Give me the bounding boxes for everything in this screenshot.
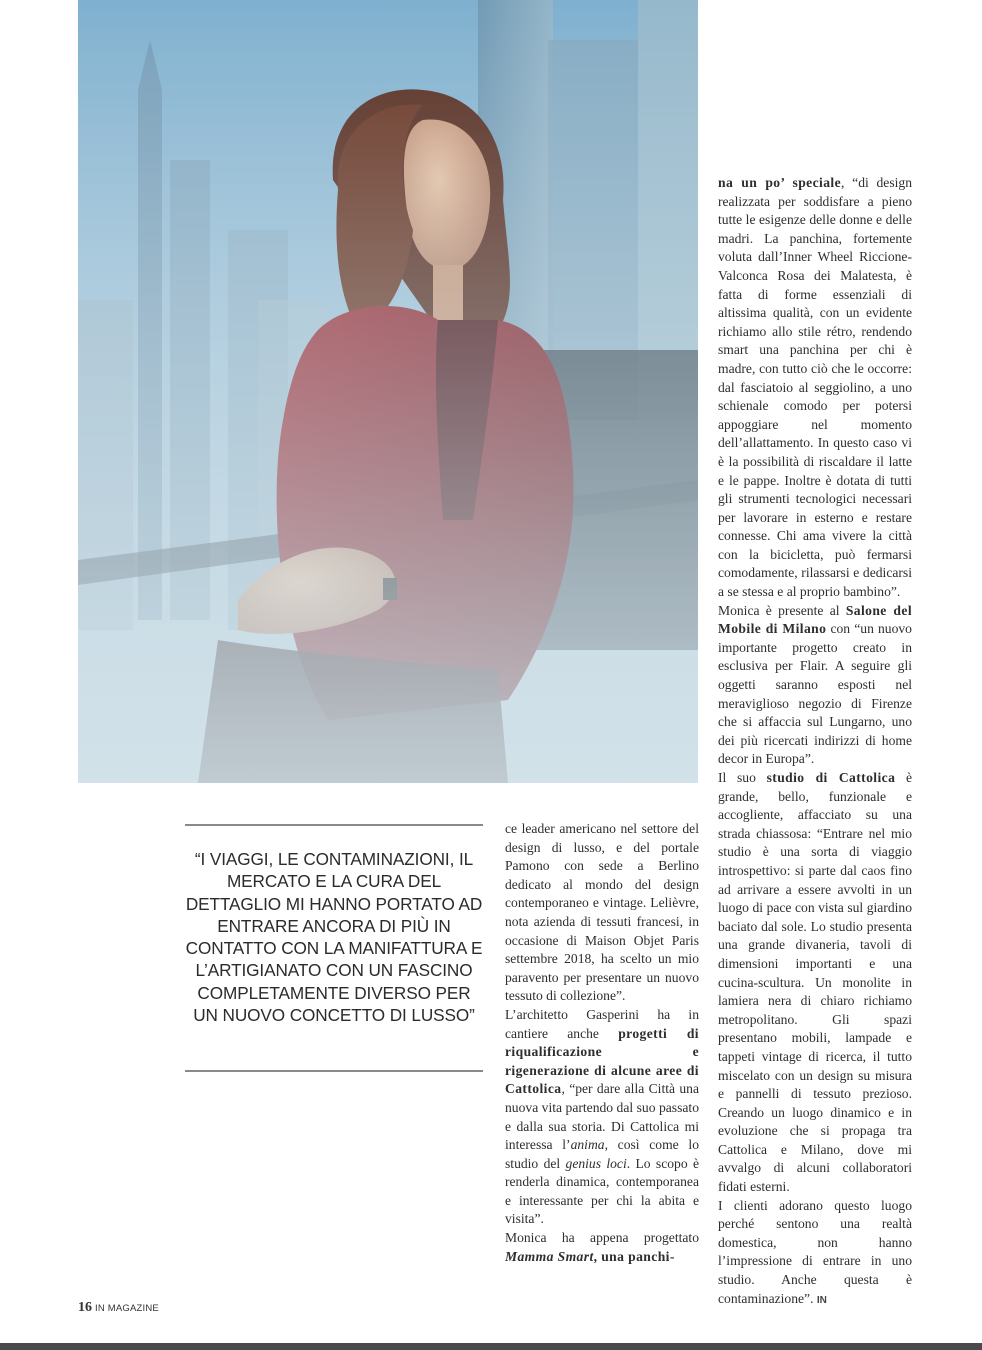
pull-quote: “I VIAGGI, LE CONTAMINAZIONI, IL MERCATO E LA CURA DEL DETTAGLIO MI HANNO PORTATO AD ENTRARE ANCORA DI PIÙ IN CONTATTO CON LA MANIFATTURA E L’ARTIGIANATO CON UN FASCINO COMPLETAMENTE DIVERSO PER UN NUOVO CONCETTO DI LUSSO”: [185, 849, 483, 1026]
paragraph-text: , “di design realizzata per soddisfare a pieno tutte le esigenze delle donne e delle madri. La panchina, fortemente voluta dall’Inner Wheel Riccione-Valconca Rosa dei Malatesta, è fatta di forme essenziali di altissima qualità, con un evidente richiamo allo stile rétro, rendendo smart una panchina per chi è madre, con tutto ciò che le occorre: dal fasciatoio al seggiolino, a uno schienale comodo per potersi appoggiare nel momento dell’allattamento. In questo caso vi è la possibilità di riscaldare il latte e le pappe. Inoltre è dotata di tutti gli strumenti tecnologici necessari per lavorare in esterno e restare connesse. Chi ama vivere la città con la bicicletta, può fermarsi comodamente, rilassarsi e dedicarsi a se stessa e al proprio bambino”.: [718, 175, 912, 600]
article-column-right: [718, 174, 912, 1310]
paragraph-text: I clienti adorano questo luogo perché sentono una realtà domestica, non hanno l’impressione di entrare in uno studio. Anche questa è contaminazione”.: [718, 1197, 912, 1306]
end-mark: IN: [816, 1294, 827, 1306]
paragraph: [505, 820, 699, 1006]
paragraph-text: L’architetto Gasperini ha in cantiere anche: [505, 1006, 699, 1041]
italic-text: anima: [570, 1137, 605, 1153]
bold-highlight: Salone del Mobile di Milano: [718, 602, 912, 637]
paragraph: [718, 769, 912, 1197]
paragraph: [505, 1006, 699, 1229]
italic-text: genius loci: [565, 1155, 627, 1171]
magazine-name: IN MAGAZINE: [95, 1303, 159, 1314]
bold-highlight: , una panchi-: [593, 1248, 675, 1264]
portrait-photo: [78, 0, 698, 783]
paragraph: [505, 1229, 699, 1266]
paragraph-text: Monica ha appena progettato: [505, 1230, 699, 1246]
page-footer: [78, 1298, 159, 1316]
bold-highlight: studio di Cattolica: [766, 770, 896, 785]
paragraph-text: , “per dare alla Città una nuova vita partendo dal suo passato e dalla sua storia. Di Cattolica mi interessa l’: [505, 1081, 699, 1153]
paragraph-text: ce leader americano nel settore del design di lusso, e del portale Pamono con sede a Berlino dedicato al mondo del design contemporaneo e vintage. Lelièvre, nota azienda di tessuti francesi, in occasione di Maison Objet Paris settembre 2018, ha scelto un mio paravento per presentare un nuovo tessuto di collezione”.: [505, 821, 699, 1004]
bold-highlight: progetti di riqualificazione e rigenerazione di alcune aree di Cattolica: [505, 1025, 699, 1097]
product-name: Mamma Smart: [505, 1248, 594, 1264]
paragraph-text: . Lo scopo è renderla dinamica, contemporanea e interessante per chi la abita e visita”.: [505, 1155, 699, 1227]
bottom-edge-bar: [0, 1343, 982, 1350]
paragraph-text: , così come lo studio del: [505, 1137, 699, 1171]
bold-highlight: na un po’ speciale: [718, 175, 842, 190]
paragraph-text: è grande, bello, funzionale e accogliente, affacciato su una strada chiassosa: “Entrare nel mio studio è una sorta di viaggio introspettivo: si parte dal caos fino ad arrivare a essere avvolti in un luogo di pace con vista sul giardino baciato dal sole. Lo studio presenta una grande divaneria, tavoli di dimensioni importanti e una cucina-scultura. Un monolite in lamiera nera di chiaro richiamo metropolitano. Gli spazi presentano mobili, lampade e tappeti vintage di ricerca, il tutto miscelato con un design su misura e pannelli di tessuto prezioso. Creando un luogo dinamico e in evoluzione che si propaga tra Cattolica e Milano, dove mi avvalgo di alcuni collaboratori fidati esterni.: [718, 770, 912, 1195]
page-number: 16: [78, 1300, 92, 1315]
paragraph-text: con “un nuovo importante progetto creato in esclusiva per Flair. A seguire gli oggetti saranno esposti nel meraviglioso negozio di Firenze che si affaccia sul Lungarno, uno dei più ricercati indirizzi di home decor in Europa”.: [718, 621, 912, 767]
quote-bottom-rule: [185, 1070, 483, 1072]
quote-top-rule: [185, 824, 483, 826]
paragraph: [718, 174, 912, 602]
article-column-middle: [505, 820, 699, 1266]
paragraph-text: Monica è presente al: [718, 602, 846, 618]
paragraph: [718, 602, 912, 769]
paragraph-text: Il suo: [718, 770, 767, 785]
paragraph: [718, 1197, 912, 1311]
photo-illustration: [78, 0, 698, 783]
